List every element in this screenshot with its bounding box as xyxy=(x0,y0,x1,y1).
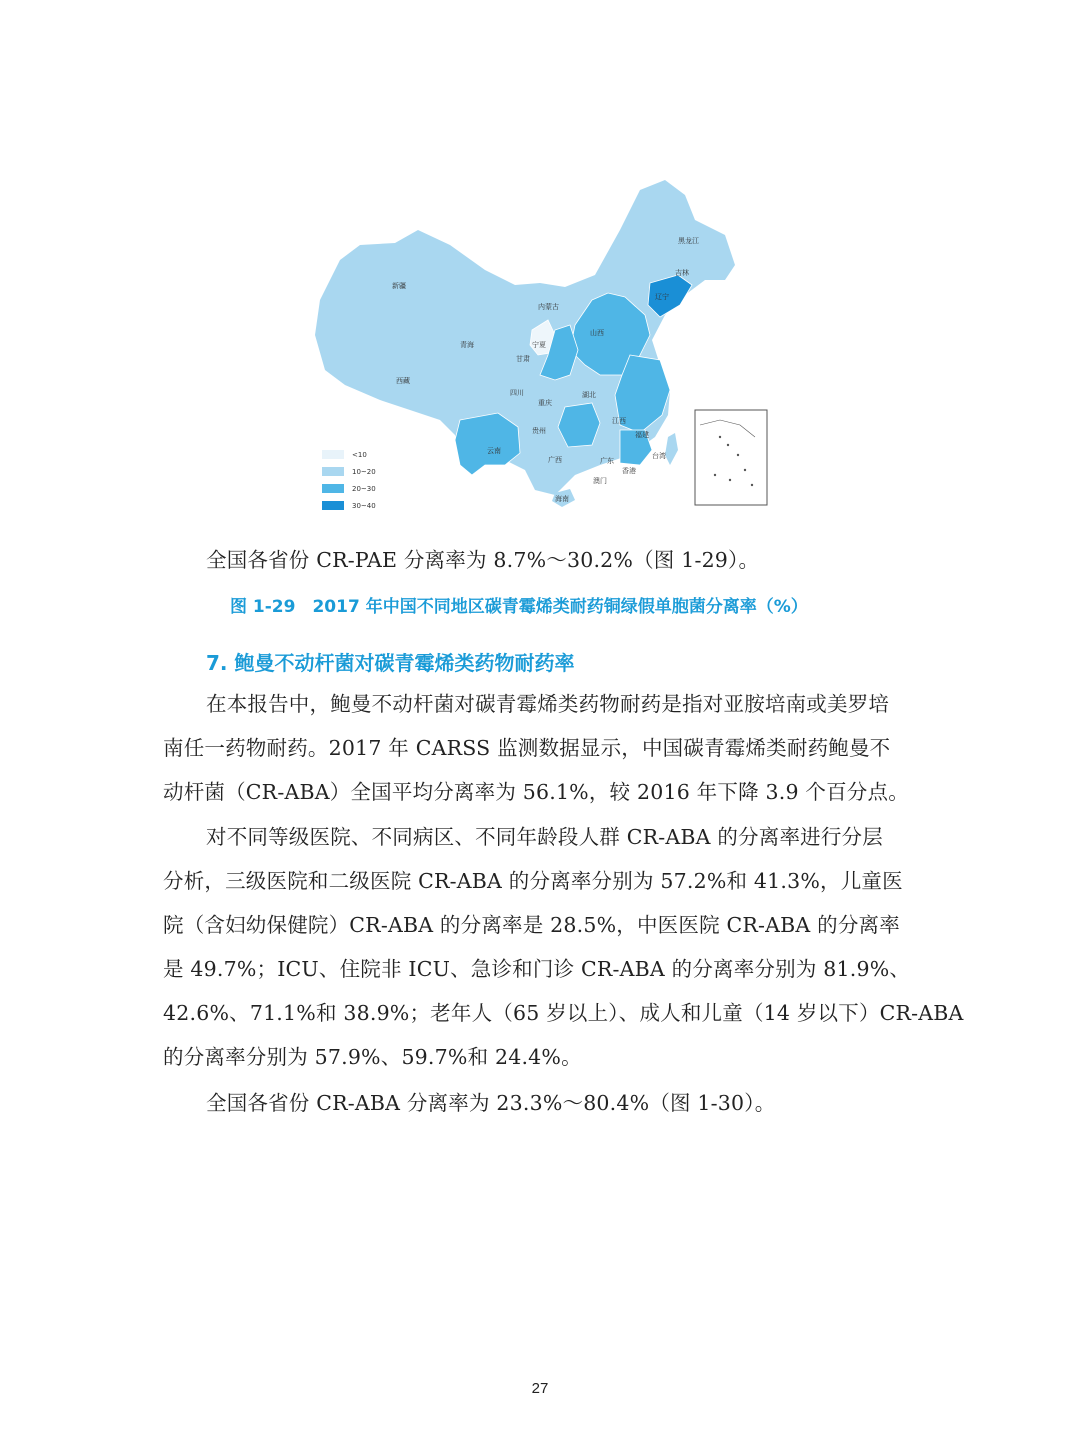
section-heading: 7. 鲍曼不动杆菌对碳青霉烯类药物耐药率 xyxy=(206,651,575,675)
paragraph-2-line-1: 在本报告中，鲍曼不动杆菌对碳青霉烯类药物耐药是指对亚胺培南或美罗培 xyxy=(206,692,890,716)
paragraph-3-line-3: 院（含妇幼保健院）CR-ABA 的分离率是 28.5%，中医医院 CR-ABA 的分离率 xyxy=(163,913,900,937)
label-jilin: 吉林 xyxy=(675,269,689,277)
legend-swatch-1 xyxy=(322,450,344,459)
legend-label-1: <10 xyxy=(352,451,367,459)
label-yunnan: 云南 xyxy=(487,447,501,455)
label-guizhou: 贵州 xyxy=(532,427,546,435)
paragraph-3-line-1: 对不同等级医院、不同病区、不同年龄段人群 CR-ABA 的分离率进行分层 xyxy=(206,825,883,849)
label-gansu: 甘肃 xyxy=(516,355,530,363)
label-macau: 澳门 xyxy=(593,477,607,485)
south-sea-inset xyxy=(695,410,767,505)
page-number: 27 xyxy=(531,1380,549,1397)
label-sichuan: 四川 xyxy=(510,389,524,397)
label-hainan: 海南 xyxy=(555,495,569,503)
label-qinghai: 青海 xyxy=(460,341,474,349)
label-shanxi: 山西 xyxy=(590,329,604,337)
map-mid-region-hunan xyxy=(558,403,600,447)
label-ningxia: 宁夏 xyxy=(532,341,546,349)
label-taiwan: 台湾 xyxy=(652,452,666,460)
paragraph-2-line-3: 动杆菌（CR-ABA）全国平均分离率为 56.1%，较 2016 年下降 3.9 个百分点。 xyxy=(163,780,909,804)
legend-swatch-2 xyxy=(322,467,344,476)
label-heilongjiang: 黑龙江 xyxy=(678,237,699,245)
label-fujian: 福建 xyxy=(635,431,649,439)
label-hubei: 湖北 xyxy=(582,391,596,399)
map-mid-region-yunnan xyxy=(455,413,520,475)
label-guangxi: 广西 xyxy=(548,456,562,464)
china-map xyxy=(300,175,790,520)
legend-swatch-3 xyxy=(322,484,344,493)
paragraph-3-line-5: 42.6%、71.1%和 38.9%；老年人（65 岁以上）、成人和儿童（14 岁以下）CR-ABA xyxy=(163,1001,964,1025)
paragraph-cr-aba: 全国各省份 CR-ABA 分离率为 23.3%～80.4%（图 1-30）。 xyxy=(206,1091,776,1115)
legend-label-4: 30~40 xyxy=(352,502,376,510)
paragraph-3-line-4: 是 49.7%；ICU、住院非 ICU、急诊和门诊 CR-ABA 的分离率分别为 81.9%、 xyxy=(163,957,911,981)
china-map-figure xyxy=(300,175,790,520)
label-neimenggu: 内蒙古 xyxy=(538,303,559,311)
label-chongqing: 重庆 xyxy=(538,399,552,407)
figure-caption: 图 1-29 2017 年中国不同地区碳青霉烯类耐药铜绿假单胞菌分离率（%） xyxy=(230,597,808,617)
map-legend xyxy=(322,450,376,510)
legend-swatch-4 xyxy=(322,501,344,510)
paragraph-3-line-6: 的分离率分别为 57.9%、59.7%和 24.4%。 xyxy=(163,1045,582,1069)
legend-label-3: 20~30 xyxy=(352,485,376,493)
taiwan-island xyxy=(665,433,678,465)
label-xinjiang: 新疆 xyxy=(392,282,406,290)
label-xizang: 西藏 xyxy=(396,377,410,385)
paragraph-cr-pae: 全国各省份 CR-PAE 分离率为 8.7%～30.2%（图 1-29）。 xyxy=(206,548,760,572)
label-hongkong: 香港 xyxy=(622,467,636,475)
label-guangdong: 广东 xyxy=(600,457,614,465)
legend-label-2: 10~20 xyxy=(352,468,376,476)
paragraph-2-line-2: 南任一药物耐药。2017 年 CARSS 监测数据显示，中国碳青霉烯类耐药鲍曼不 xyxy=(163,736,891,760)
paragraph-3-line-2: 分析，三级医院和二级医院 CR-ABA 的分离率分别为 57.2%和 41.3%，儿童医 xyxy=(163,869,903,893)
label-liaoning: 辽宁 xyxy=(655,293,669,301)
label-jiangxi: 江西 xyxy=(612,417,626,425)
